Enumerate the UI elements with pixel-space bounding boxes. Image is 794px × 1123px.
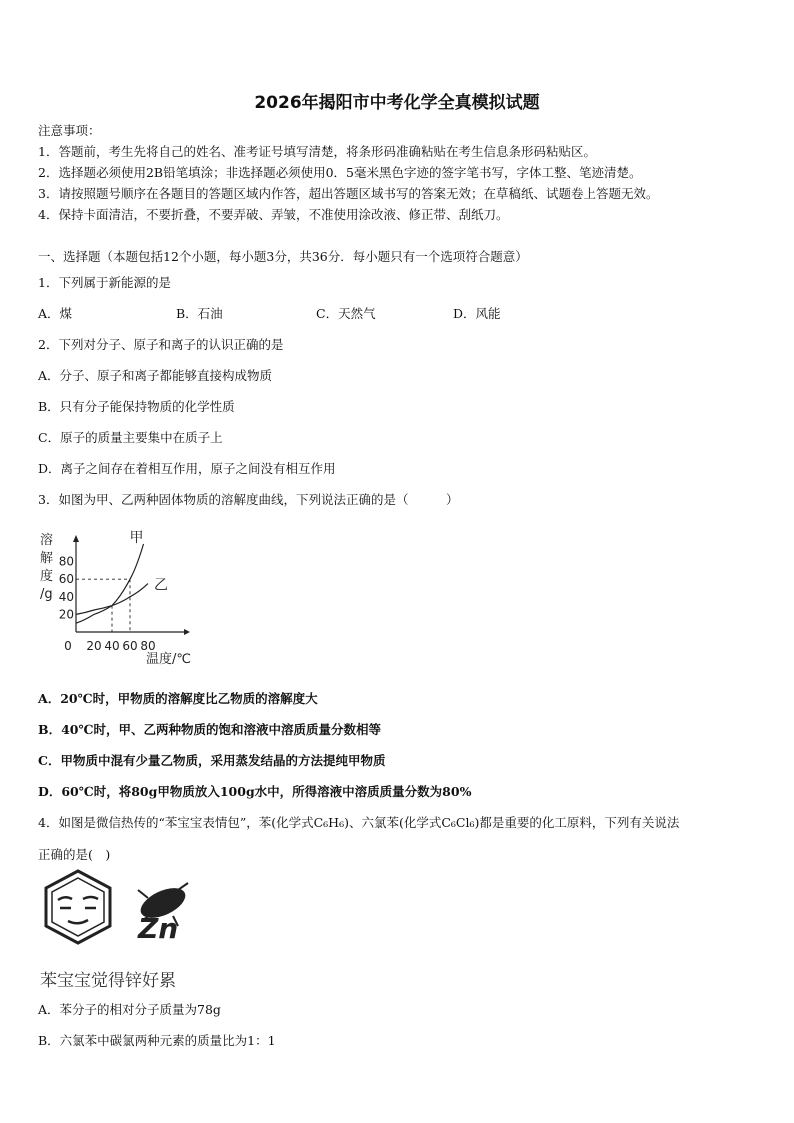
- q1-option-a: A．煤: [38, 306, 73, 321]
- q2-stem: 2．下列对分子、原子和离子的认识正确的是: [38, 337, 284, 352]
- q2-option-c: C．原子的质量主要集中在质子上: [38, 430, 223, 445]
- zn-text: Zn: [138, 912, 179, 945]
- x-tick-label: 0: [64, 639, 72, 653]
- x-tick-label: 40: [104, 639, 120, 653]
- face-mouth-icon: [68, 920, 88, 923]
- q1-option-c: C．天然气: [316, 306, 376, 321]
- q3-option-a: A．20℃时，甲物质的溶解度比乙物质的溶解度大: [38, 691, 318, 706]
- q4-stem-line2: 正确的是( ): [38, 847, 111, 862]
- series-line-yi: [76, 584, 148, 615]
- section-heading: 一、选择题（本题包括12个小题，每小题3分，共36分．每小题只有一个选项符合题意）: [38, 249, 528, 264]
- q1-option-b: B．石油: [176, 306, 223, 321]
- notice-heading: 注意事项：: [38, 123, 101, 138]
- notice-item: 2．选择题必须使用2B铅笔填涂；非选择题必须使用0．5毫米黑色字迹的签字笔书写，字体工整、笔迹清楚。: [38, 165, 642, 180]
- series-label: 乙: [154, 577, 168, 594]
- x-tick-label: 20: [86, 639, 102, 653]
- emoji-caption: 苯宝宝觉得锌好累: [40, 971, 176, 991]
- q4-option-a: A．苯分子的相对分子质量为78g: [38, 1002, 221, 1017]
- y-tick-label: 80: [58, 554, 74, 569]
- q3-option-d: D．60℃时，将80g甲物质放入100g水中，所得溶液中溶质质量分数为80%: [38, 784, 472, 799]
- q4-option-b: B．六氯苯中碳氯两种元素的质量比为1：1: [38, 1033, 276, 1048]
- y-axis-arrow-icon: [73, 535, 79, 542]
- face-brow-right-icon: [83, 897, 98, 899]
- q1-option-d: D．风能: [453, 306, 501, 321]
- q3-option-b: B．40℃时，甲、乙两种物质的饱和溶液中溶质质量分数相等: [38, 722, 381, 737]
- series-line-jia: [76, 544, 144, 623]
- x-axis-arrow-icon: [184, 629, 190, 635]
- benzene-emoji-image: [38, 868, 218, 963]
- benzene-inner-hexagon-icon: [52, 878, 104, 936]
- notice-item: 3．请按照题号顺序在各题目的答题区域内作答，超出答题区域书写的答案无效；在草稿纸、试题卷上答题无效。: [38, 186, 659, 201]
- y-tick-label: 20: [58, 607, 74, 622]
- series-label: 甲: [129, 530, 144, 546]
- q3-stem: 3．如图为甲、乙两种固体物质的溶解度曲线，下列说法正确的是（ ）: [38, 492, 459, 507]
- notice-item: 4．保持卡面清洁，不要折叠，不要弄破、弄皱，不准使用涂改液、修正带、刮纸刀。: [38, 207, 509, 222]
- x-tick-label: 60: [122, 639, 138, 653]
- y-tick-label: 60: [58, 572, 74, 587]
- q2-option-a: A．分子、原子和离子都能够直接构成物质: [38, 368, 273, 383]
- q2-option-b: B．只有分子能保持物质的化学性质: [38, 399, 235, 414]
- x-tick-label: 80: [140, 639, 156, 653]
- y-axis-label: 溶解度/g: [40, 533, 54, 602]
- q3-option-c: C．甲物质中混有少量乙物质，采用蒸发结晶的方法提纯甲物质: [38, 753, 386, 768]
- notice-item: 1．答题前，考生先将自己的姓名、准考证号填写清楚，将条形码准确粘贴在考生信息条形码粘贴区。: [38, 144, 596, 159]
- solubility-chart: [36, 528, 196, 668]
- benzene-hexagon-icon: [46, 871, 110, 943]
- face-brow-left-icon: [58, 897, 72, 900]
- q4-stem-line1: 4．如图是微信热传的“苯宝宝表情包”，苯(化学式C₆H₆)、六氯苯(化学式C₆Cl₆)都是重要的化工原料，下列有关说法: [38, 815, 680, 830]
- y-tick-label: 40: [58, 589, 74, 604]
- page-title: 2026年揭阳市中考化学全真模拟试题: [254, 93, 540, 113]
- x-axis-label: 温度/℃: [146, 652, 191, 667]
- q1-stem: 1．下列属于新能源的是: [38, 275, 171, 290]
- q2-option-d: D．离子之间存在着相互作用，原子之间没有相互作用: [38, 461, 336, 476]
